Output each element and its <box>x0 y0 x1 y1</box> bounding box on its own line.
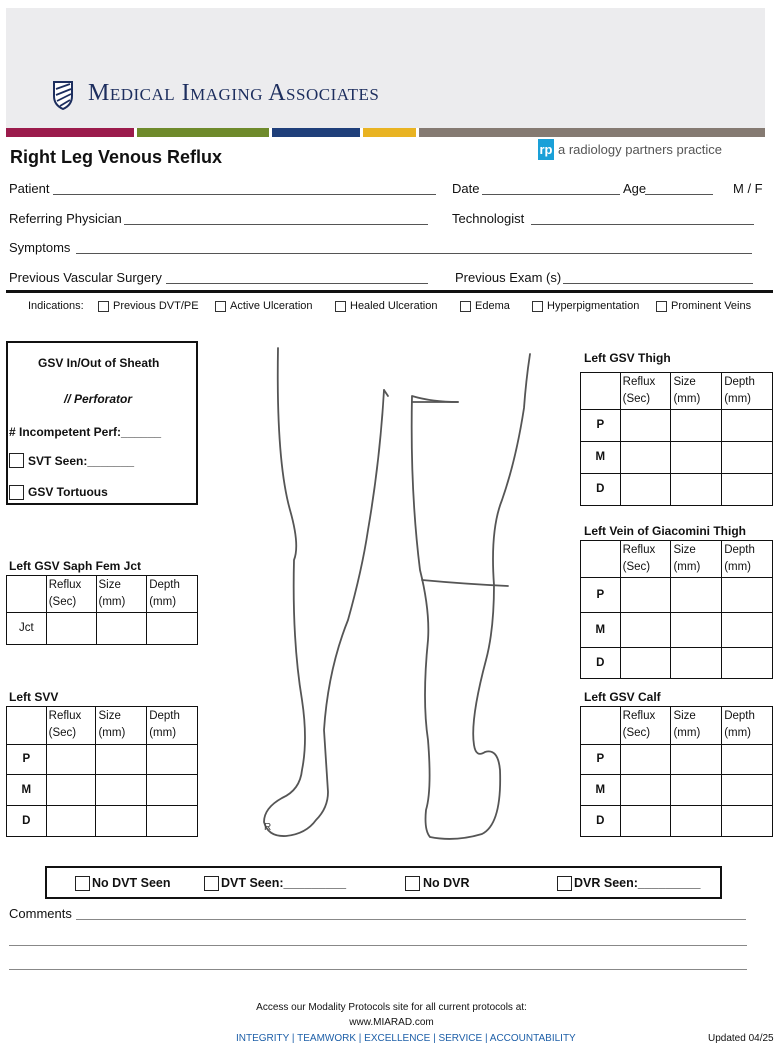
referring-label: Referring Physician <box>9 211 122 226</box>
age-input[interactable] <box>645 194 713 195</box>
reflux-label: Reflux <box>48 579 82 591</box>
depth-unit: (mm) <box>149 596 177 608</box>
indication-checkbox-hyperpigmentation[interactable] <box>532 301 543 312</box>
cell-input[interactable] <box>147 775 198 806</box>
dvt-seen-checkbox[interactable] <box>204 876 219 891</box>
no-dvt-checkbox[interactable] <box>75 876 90 891</box>
cell-input[interactable] <box>46 806 96 837</box>
cell-input[interactable] <box>46 745 96 775</box>
prev-exam-label: Previous Exam (s) <box>455 270 562 285</box>
cell-input[interactable] <box>96 806 147 837</box>
date-input[interactable] <box>482 194 620 195</box>
svt-seen-label: SVT Seen:_______ <box>28 454 135 468</box>
indication-label-healed-ulceration: Healed Ulceration <box>350 300 438 312</box>
row-label-m: M <box>581 775 621 806</box>
updated-date: Updated 04/25 <box>708 1033 774 1044</box>
reflux-unit: (Sec) <box>48 596 77 608</box>
thigh-title: Left GSV Thigh <box>584 351 671 365</box>
svt-seen-checkbox[interactable] <box>9 453 24 468</box>
header-corner <box>581 541 621 578</box>
gsv-tortuous-checkbox[interactable] <box>9 485 24 500</box>
color-bar-4 <box>363 128 416 137</box>
giacomini-table <box>580 540 773 679</box>
side-marker: R <box>264 822 272 833</box>
indication-checkbox-edema[interactable] <box>460 301 471 312</box>
reflux-unit: (Sec) <box>622 561 651 573</box>
age-label: Age <box>623 181 647 196</box>
cell-input[interactable] <box>620 410 671 442</box>
cell-input[interactable] <box>722 410 773 442</box>
row-label-p: P <box>581 745 621 775</box>
size-unit: (mm) <box>673 393 701 405</box>
color-bar-2 <box>137 128 269 137</box>
cell-input[interactable] <box>722 442 773 474</box>
header-size <box>671 373 722 410</box>
no-dvt-label: No DVT Seen <box>92 876 171 890</box>
header-reflux <box>46 576 96 613</box>
footer-values: INTEGRITY | TEAMWORK | EXCELLENCE | SERVICE | ACCOUNTABILITY <box>236 1033 576 1044</box>
logo-text: Medical Imaging Associates <box>88 80 380 106</box>
cell-input[interactable] <box>722 775 773 806</box>
comments-input[interactable] <box>9 969 747 970</box>
color-bar-3 <box>272 128 360 137</box>
cell-input[interactable] <box>96 745 147 775</box>
giacomini-title: Left Vein of Giacomini Thigh <box>584 524 747 538</box>
size-unit: (mm) <box>673 561 701 573</box>
shield-logo-icon <box>52 80 74 110</box>
cell-input[interactable] <box>722 806 773 837</box>
indication-label-dvt: Previous DVT/PE <box>113 300 199 312</box>
color-bar-1 <box>6 128 134 137</box>
dvr-seen-label: DVR Seen:_________ <box>574 876 701 890</box>
technologist-label: Technologist <box>452 211 525 226</box>
indication-checkbox-prominent-veins[interactable] <box>656 301 667 312</box>
svv-title: Left SVV <box>9 690 59 704</box>
cell-input[interactable] <box>671 745 722 775</box>
indication-checkbox-active-ulceration[interactable] <box>215 301 226 312</box>
indication-label-edema: Edema <box>475 300 510 312</box>
footer-protocols: Access our Modality Protocols site for all current protocols at: <box>256 1002 527 1013</box>
size-label: Size <box>98 710 121 722</box>
header-corner <box>581 707 621 745</box>
partner-text: a radiology partners practice <box>558 142 723 157</box>
cell-input[interactable] <box>620 775 671 806</box>
footer-url[interactable]: www.MIARAD.com <box>349 1017 434 1028</box>
row-label-m: M <box>581 442 621 474</box>
gsv-tortuous-label: GSV Tortuous <box>28 485 108 499</box>
row-label-m: M <box>581 613 621 648</box>
header-reflux <box>620 541 671 578</box>
saph-fem-title: Left GSV Saph Fem Jct <box>9 559 142 573</box>
perforator-label: // Perforator <box>64 392 133 406</box>
referring-input[interactable] <box>124 224 428 225</box>
cross-line <box>422 580 508 586</box>
row-label-p: P <box>581 578 621 613</box>
indication-label-hyperpigmentation: Hyperpigmentation <box>547 300 640 312</box>
cell-input[interactable] <box>147 745 198 775</box>
row-label-jct: Jct <box>7 613 47 645</box>
cell-input[interactable] <box>671 474 722 506</box>
reflux-label: Reflux <box>48 710 82 722</box>
incompetent-perf-field[interactable]: # Incompetent Perf:______ <box>9 425 162 439</box>
reflux-unit: (Sec) <box>622 727 651 739</box>
technologist-input[interactable] <box>531 224 754 225</box>
header-banner <box>6 8 765 128</box>
header-corner <box>7 576 47 613</box>
row-label-p: P <box>581 410 621 442</box>
prev-surgery-input[interactable] <box>166 283 428 284</box>
date-label: Date <box>452 181 480 196</box>
dvr-seen-checkbox[interactable] <box>557 876 572 891</box>
depth-label: Depth <box>149 710 180 722</box>
header-reflux <box>620 373 671 410</box>
row-label-d: D <box>581 474 621 506</box>
header-corner <box>581 373 621 410</box>
depth-unit: (mm) <box>724 393 752 405</box>
cell-input[interactable] <box>620 806 671 837</box>
form-title: Right Leg Venous Reflux <box>10 147 223 167</box>
header-depth <box>722 707 773 745</box>
indication-checkbox-dvt[interactable] <box>98 301 109 312</box>
size-label: Size <box>673 710 696 722</box>
cell-input[interactable] <box>620 442 671 474</box>
prev-surgery-label: Previous Vascular Surgery <box>9 270 162 285</box>
reflux-unit: (Sec) <box>622 393 651 405</box>
svv-table <box>6 706 198 837</box>
cell-input[interactable] <box>620 613 671 648</box>
row-label-p: P <box>7 745 47 775</box>
reflux-unit: (Sec) <box>48 727 77 739</box>
gsv-sheath-title: GSV In/Out of Sheath <box>38 356 160 370</box>
color-bar-5 <box>419 128 765 137</box>
depth-unit: (mm) <box>724 561 752 573</box>
comments-input[interactable] <box>9 945 747 946</box>
calf-table <box>580 706 773 837</box>
indications-label: Indications: <box>28 300 84 312</box>
cell-input[interactable] <box>620 648 671 679</box>
patient-label: Patient <box>9 181 50 196</box>
indication-label-prominent-veins: Prominent Veins <box>671 300 752 312</box>
row-label-d: D <box>581 648 621 679</box>
symptoms-label: Symptoms <box>9 240 71 255</box>
cell-input[interactable] <box>722 578 773 613</box>
cell-input[interactable] <box>46 775 96 806</box>
cell-input[interactable] <box>671 775 722 806</box>
thigh-table <box>580 372 773 506</box>
reflux-label: Reflux <box>622 376 656 388</box>
cell-input[interactable] <box>671 442 722 474</box>
comments-label: Comments <box>9 906 72 921</box>
size-label: Size <box>673 544 696 556</box>
row-label-d: D <box>581 806 621 837</box>
cell-input[interactable] <box>46 613 96 645</box>
depth-label: Depth <box>724 376 755 388</box>
symptoms-input[interactable] <box>76 253 752 254</box>
depth-label: Depth <box>724 544 755 556</box>
header-reflux <box>620 707 671 745</box>
comments-input[interactable] <box>76 919 746 920</box>
cell-input[interactable] <box>96 613 147 645</box>
leg-outline <box>412 354 530 839</box>
indication-label-active-ulceration: Active Ulceration <box>230 300 313 312</box>
no-dvr-checkbox[interactable] <box>405 876 420 891</box>
size-label: Size <box>673 376 696 388</box>
depth-unit: (mm) <box>149 727 177 739</box>
dvt-seen-label: DVT Seen:_________ <box>221 876 347 890</box>
rp-logo-icon: rp <box>538 139 554 160</box>
cell-input[interactable] <box>147 613 198 645</box>
cell-input[interactable] <box>671 806 722 837</box>
header-size <box>96 576 147 613</box>
leg-diagram <box>250 340 540 845</box>
cell-input[interactable] <box>96 775 147 806</box>
header-corner <box>7 707 47 745</box>
saph-fem-table <box>6 575 198 645</box>
header-size <box>671 707 722 745</box>
cell-input[interactable] <box>722 474 773 506</box>
leg-outline <box>264 348 384 836</box>
cell-input[interactable] <box>671 578 722 613</box>
header-depth <box>147 576 198 613</box>
cell-input[interactable] <box>620 578 671 613</box>
header-size <box>96 707 147 745</box>
reflux-label: Reflux <box>622 544 656 556</box>
cell-input[interactable] <box>671 613 722 648</box>
cell-input[interactable] <box>620 474 671 506</box>
header-depth <box>722 541 773 578</box>
row-label-m: M <box>7 775 47 806</box>
depth-label: Depth <box>724 710 755 722</box>
header-depth <box>722 373 773 410</box>
cell-input[interactable] <box>620 745 671 775</box>
cell-input[interactable] <box>722 745 773 775</box>
calf-title: Left GSV Calf <box>584 690 661 704</box>
header-reflux <box>46 707 96 745</box>
size-unit: (mm) <box>98 596 126 608</box>
indication-checkbox-healed-ulceration[interactable] <box>335 301 346 312</box>
size-unit: (mm) <box>673 727 701 739</box>
no-dvr-label: No DVR <box>423 876 470 890</box>
depth-unit: (mm) <box>724 727 752 739</box>
prev-exam-input[interactable] <box>563 283 753 284</box>
cell-input[interactable] <box>147 806 198 837</box>
header-size <box>671 541 722 578</box>
row-label-d: D <box>7 806 47 837</box>
section-divider <box>6 290 773 293</box>
cell-input[interactable] <box>722 648 773 679</box>
sex-field[interactable]: M / F <box>733 181 763 196</box>
size-unit: (mm) <box>98 727 126 739</box>
cell-input[interactable] <box>722 613 773 648</box>
reflux-label: Reflux <box>622 710 656 722</box>
depth-label: Depth <box>149 579 180 591</box>
cell-input[interactable] <box>671 410 722 442</box>
header-depth <box>147 707 198 745</box>
cell-input[interactable] <box>671 648 722 679</box>
size-label: Size <box>98 579 121 591</box>
patient-input[interactable] <box>53 194 436 195</box>
